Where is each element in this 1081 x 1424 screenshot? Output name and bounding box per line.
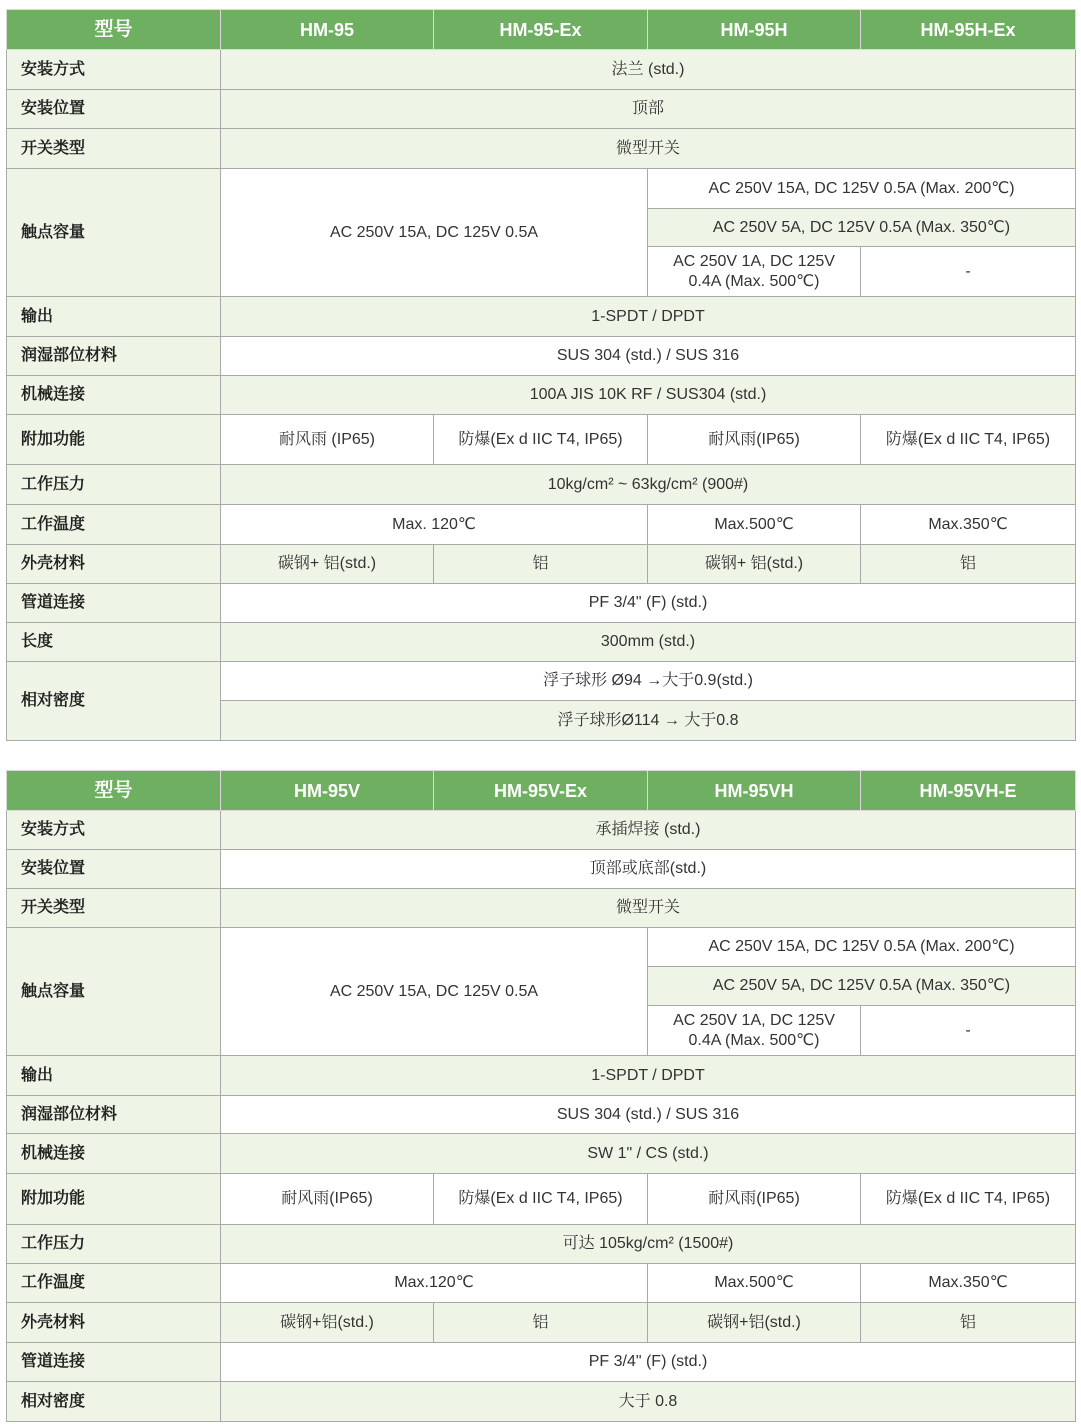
header-model-hm95v: HM-95V [221,771,434,811]
contact-500-line1: AC 250V 1A, DC 125V [673,1011,835,1029]
extra-value: 防爆(Ex d IIC T4, IP65) [861,1174,1076,1225]
header-model-hm95vh: HM-95VH [648,771,861,811]
housing-value: 铝 [861,1303,1076,1343]
output-value: 1-SPDT / DPDT [221,1056,1076,1096]
table-row [7,1264,1076,1303]
conduit-value: PF 3/4" (F) (std.) [221,1343,1076,1382]
header-row [7,10,1076,50]
row-label-output: 输出 [7,297,221,337]
contact-350-value: AC 250V 5A, DC 125V 0.5A (Max. 350℃) [648,967,1076,1006]
row-label-temp: 工作温度 [7,1264,221,1303]
extra-value: 防爆(Ex d IIC T4, IP65) [861,415,1076,465]
conduit-value: PF 3/4" (F) (std.) [221,584,1076,623]
table-row [7,465,1076,505]
spec-table-hm95v [6,770,1076,1422]
wetted-value: SUS 304 (std.) / SUS 316 [221,1096,1076,1134]
table-row [7,50,1076,90]
header-row [7,771,1076,811]
contact-200-value: AC 250V 15A, DC 125V 0.5A (Max. 200℃) [648,169,1076,209]
row-label-wetted: 润湿部位材料 [7,1096,221,1134]
row-label-mech: 机械连接 [7,1134,221,1174]
table-row [7,1134,1076,1174]
housing-value: 碳钢+铝(std.) [648,1303,861,1343]
contact-500-value [648,247,861,297]
output-value: 1-SPDT / DPDT [221,297,1076,337]
table-row [7,623,1076,662]
row-label-conduit: 管道连接 [7,584,221,623]
table-row [7,811,1076,850]
housing-value: 铝 [434,545,648,584]
row-label-position: 安装位置 [7,850,221,889]
position-value: 顶部 [221,90,1076,129]
header-model-hm95v-ex: HM-95V-Ex [434,771,648,811]
row-label-length: 长度 [7,623,221,662]
temp-value: Max.120℃ [221,1264,648,1303]
table-row [7,129,1076,169]
temp-value: Max. 120℃ [221,505,648,545]
table-row [7,337,1076,376]
row-label-housing: 外壳材料 [7,1303,221,1343]
row-label-output: 输出 [7,1056,221,1096]
housing-value: 铝 [434,1303,648,1343]
header-model-label: 型号 [7,771,221,811]
header-model-hm95-ex: HM-95-Ex [434,10,648,50]
table-row [7,1096,1076,1134]
row-label-position: 安装位置 [7,90,221,129]
wetted-value: SUS 304 (std.) / SUS 316 [221,337,1076,376]
table-row [7,90,1076,129]
row-label-pressure: 工作压力 [7,1225,221,1264]
contact-500-line2: 0.4A (Max. 500℃) [688,272,820,290]
extra-value: 耐风雨(IP65) [221,1174,434,1225]
contact-500-value [648,1006,861,1056]
extra-value: 防爆(Ex d IIC T4, IP65) [434,415,648,465]
row-label-housing: 外壳材料 [7,545,221,584]
table-row [7,297,1076,337]
temp-value: Max.350℃ [861,1264,1076,1303]
row-label-mount: 安装方式 [7,811,221,850]
contact-500-line1: AC 250V 1A, DC 125V [673,252,835,270]
switch-value: 微型开关 [221,889,1076,928]
row-label-wetted: 润湿部位材料 [7,337,221,376]
position-value: 顶部或底部(std.) [221,850,1076,889]
row-label-temp: 工作温度 [7,505,221,545]
row-label-density: 相对密度 [7,1382,221,1422]
table-row [7,1303,1076,1343]
header-model-hm95vh-e: HM-95VH-E [861,771,1076,811]
row-label-contact: 触点容量 [7,928,221,1056]
density-value: 浮子球形Ø114 → 大于0.8 [221,701,1076,741]
row-label-switch: 开关类型 [7,129,221,169]
contact-none-value: - [861,247,1076,297]
row-label-switch: 开关类型 [7,889,221,928]
pressure-value: 可达 105kg/cm² (1500#) [221,1225,1076,1264]
row-label-extra: 附加功能 [7,415,221,465]
row-label-pressure: 工作压力 [7,465,221,505]
contact-none-value: - [861,1006,1076,1056]
density-value: 大于 0.8 [221,1382,1076,1422]
header-model-label: 型号 [7,10,221,50]
mount-value: 承插焊接 (std.) [221,811,1076,850]
table-row [7,545,1076,584]
table-row [7,889,1076,928]
extra-value: 耐风雨(IP65) [648,1174,861,1225]
temp-value: Max.500℃ [648,505,861,545]
mech-value: 100A JIS 10K RF / SUS304 (std.) [221,376,1076,415]
row-label-conduit: 管道连接 [7,1343,221,1382]
extra-value: 防爆(Ex d IIC T4, IP65) [434,1174,648,1225]
row-label-mount: 安装方式 [7,50,221,90]
mech-value: SW 1" / CS (std.) [221,1134,1076,1174]
length-value: 300mm (std.) [221,623,1076,662]
table-row [7,928,1076,967]
table-row [7,376,1076,415]
row-label-contact: 触点容量 [7,169,221,297]
extra-value: 耐风雨 (IP65) [221,415,434,465]
switch-value: 微型开关 [221,129,1076,169]
table-row [7,505,1076,545]
table-row [7,169,1076,209]
contact-350-value: AC 250V 5A, DC 125V 0.5A (Max. 350℃) [648,209,1076,247]
spec-table-hm95 [6,9,1076,741]
housing-value: 碳钢+ 铝(std.) [648,545,861,584]
housing-value: 碳钢+铝(std.) [221,1303,434,1343]
extra-value: 耐风雨(IP65) [648,415,861,465]
contact-std-value: AC 250V 15A, DC 125V 0.5A [221,169,648,297]
table-row [7,1174,1076,1225]
table-row [7,662,1076,701]
mount-value: 法兰 (std.) [221,50,1076,90]
table-row [7,1225,1076,1264]
row-label-density: 相对密度 [7,662,221,741]
table-row [7,1056,1076,1096]
table-row [7,415,1076,465]
table-row [7,850,1076,889]
housing-value: 铝 [861,545,1076,584]
table-row [7,1382,1076,1422]
temp-value: Max.500℃ [648,1264,861,1303]
pressure-value: 10kg/cm² ~ 63kg/cm² (900#) [221,465,1076,505]
row-label-mech: 机械连接 [7,376,221,415]
header-model-hm95h: HM-95H [648,10,861,50]
table-row [7,1343,1076,1382]
contact-std-value: AC 250V 15A, DC 125V 0.5A [221,928,648,1056]
header-model-hm95: HM-95 [221,10,434,50]
housing-value: 碳钢+ 铝(std.) [221,545,434,584]
temp-value: Max.350℃ [861,505,1076,545]
density-value: 浮子球形 Ø94 →大于0.9(std.) [221,662,1076,701]
contact-200-value: AC 250V 15A, DC 125V 0.5A (Max. 200℃) [648,928,1076,967]
row-label-extra: 附加功能 [7,1174,221,1225]
header-model-hm95h-ex: HM-95H-Ex [861,10,1076,50]
table-row [7,584,1076,623]
contact-500-line2: 0.4A (Max. 500℃) [688,1031,820,1049]
